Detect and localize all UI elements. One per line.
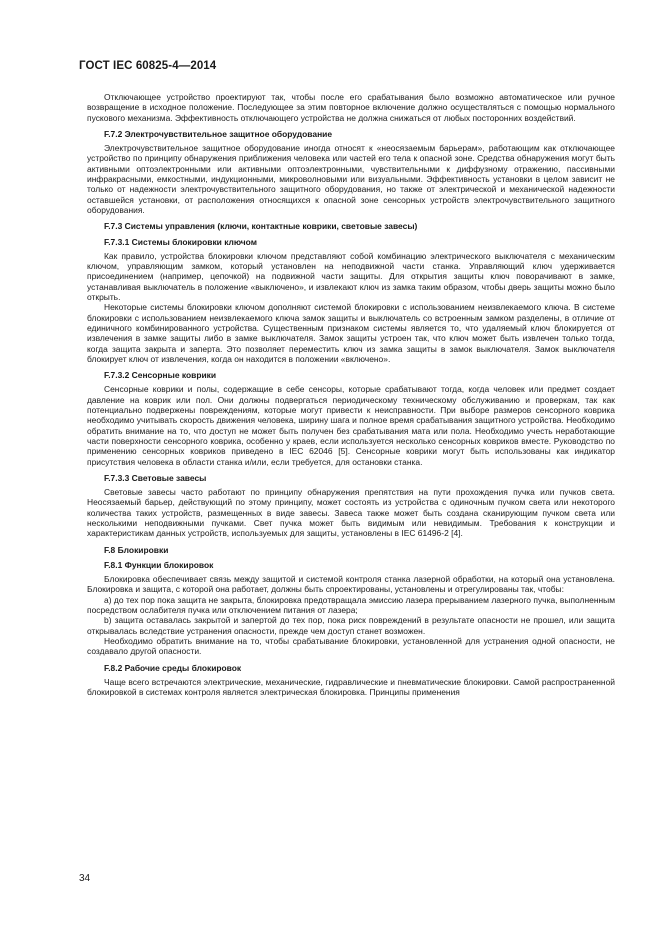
paragraph: Сенсорные коврики и полы, содержащие в себе сенсоры, которые срабатывают тогда, когда человек или предмет создает давление на коврик или пол. Они должны подвергаться периодическому техническому обслуживанию и проверкам, так как потенциально подвержены повреждениям, которые могут привести к неисправности. При выборе размеров сенсорного коврика необходимо учитывать скорость движения человека, ширину шага и полное время срабатывания защитного устройства. Необходимо обратить внимание на то, что доступ не может быть получен без срабатывания мата или пола. Необходимо учесть неработающие части поверхности сенсорного коврика, особенно у краев, если используется несколько сенсорных ковриков вместе. Руководство по применению сенсорных ковриков приведено в IEC 62046 [5]. Сенсорные коврики могут быть использованы как индикатор присутствия человека в области станка и/или, если требуется, для остановки станка. [87,384,615,467]
section-heading-f-7-3-3: F.7.3.3 Световые завесы [104,472,207,483]
paragraph: Электрочувствительное защитное оборудование иногда относят к «неосязаемым барьерам», работающим как отключающее устройство по принципу обнаружения приближения человека или частей его тела к опасной зоне. Средства обнаружения могут быть активными оптоэлектронными или активными оптоэлектронными, чувствительными к диффузному отражению, пассивными инфракрасными, емкостными, индукционными, микроволновыми или визуальными. Эффективность установки в целом зависит не только от надежности электрочувствительного защитного оборудования, но также от электрической и механической надежности оставшейся установки, от расположения относящихся к опасной зоне сенсорных устройств электрочувствительного защитного оборудования. [87,143,615,215]
paragraph: Чаще всего встречаются электрические, механические, гидравлические и пневматические блокировки. Самой распространенной блокировкой в системах контроля является электрическая блокировка. Принципы применения [87,676,615,698]
section-heading-f-7-3-1: F.7.3.1 Системы блокировки ключом [104,236,257,247]
section-heading-f-8: F.8 Блокировки [104,544,169,555]
section-heading-f-8-1: F.8.1 Функции блокировок [104,559,214,570]
document-body [87,92,615,697]
list-item-a: a) до тех пор пока защита не закрыта, блокировка предотвращала эмиссию лазера прерыванием лазерного пучка, выполненным посредством ослабителя пучка или отключением питания от лазера; [87,594,615,616]
section-heading-f-7-3: F.7.3 Системы управления (ключи, контактные коврики, световые завесы) [104,221,418,232]
section-heading-f-7-3-2: F.7.3.2 Сенсорные коврики [104,370,217,381]
paragraph: Необходимо обратить внимание на то, чтобы срабатывание блокировки, установленной для устранения одной опасности, не создавало другой опасности. [87,635,615,657]
section-heading-f-7-2: F.7.2 Электрочувствительное защитное оборудование [104,128,333,139]
paragraph: Отключающее устройство проектируют так, чтобы после его срабатывания было возможно автоматическое или ручное возвращение в исходное положение. Последующее за этим повторное включение должно осуществляться с помощью нормального пускового механизма. Эффективность отключающего устройства не должна снижаться от любых посторонних воздействий. [87,92,615,123]
paragraph: Блокировка обеспечивает связь между защитой и системой контроля станка лазерной обработки, на который она установлена. Блокировка и защита, с которой она работает, должны быть спроектированы, установлены и отрегулированы так, чтобы: [87,574,615,595]
paragraph: Как правило, устройства блокировки ключом представляют собой комбинацию электрического выключателя с механическим ключом, управляющим замком, который установлен на неподвижной части станка. Управляющий ключ удерживается присоединением (например, цепочкой) на подвижной части защиты. Для открытия защиты ключ поворачивают в замке, устанавливая выключатель в положение «выключено», и извлекают ключ из замка таким образом, чтобы дверь защиты можно было открыть. [87,250,615,303]
paragraph: Некоторые системы блокировки ключом дополняют системой блокировки с использованием неизвлекаемого ключа. В системе блокировки с использованием неизвлекаемого ключа замок защиты и выключатель со встроенным замком разделены, в отличие от единичного комбинированного устройства. Существенным признаком системы является то, что удаляемый ключ блокируется от извлечения в замке защиты либо в замке выключателя. Замок защиты устроен так, что ключ может быть извлечен только тогда, когда защита закрыта и заперта. Это позволяет переместить ключ из замка защиты в замок выключателя. Замок выключателя блокирует ключ от извлечения, когда он находится в положении «включено». [87,302,615,364]
page-number: 34 [79,873,91,884]
paragraph: Световые завесы часто работают по принципу обнаружения препятствия на пути прохождения пучка или пучков света. Неосязаемый барьер, действующий по этому принципу, может состоять из устройства с одиночным пучком света или некоторого количества таких устройств, размещенных в виде завесы. Завеса также может быть создана сканирующим пучком света или несколькими неподвижными пучками. Свет пучка может быть видимым или невидимым. Требования к конструкции и характеристикам данных устройств, используемых для защиты, установлены в IEC 61496-2 [4]. [87,487,615,539]
list-item-b: b) защита оставалась закрытой и запертой до тех пор, пока риск повреждений в результате опасности не прошел, или защита открывалась вследствие устранения опасности, прежде чем доступ станет возможен. [87,615,615,636]
standard-header: ГОСТ IEC 60825-4—2014 [79,60,217,72]
section-heading-f-8-2: F.8.2 Рабочие среды блокировок [104,662,242,673]
